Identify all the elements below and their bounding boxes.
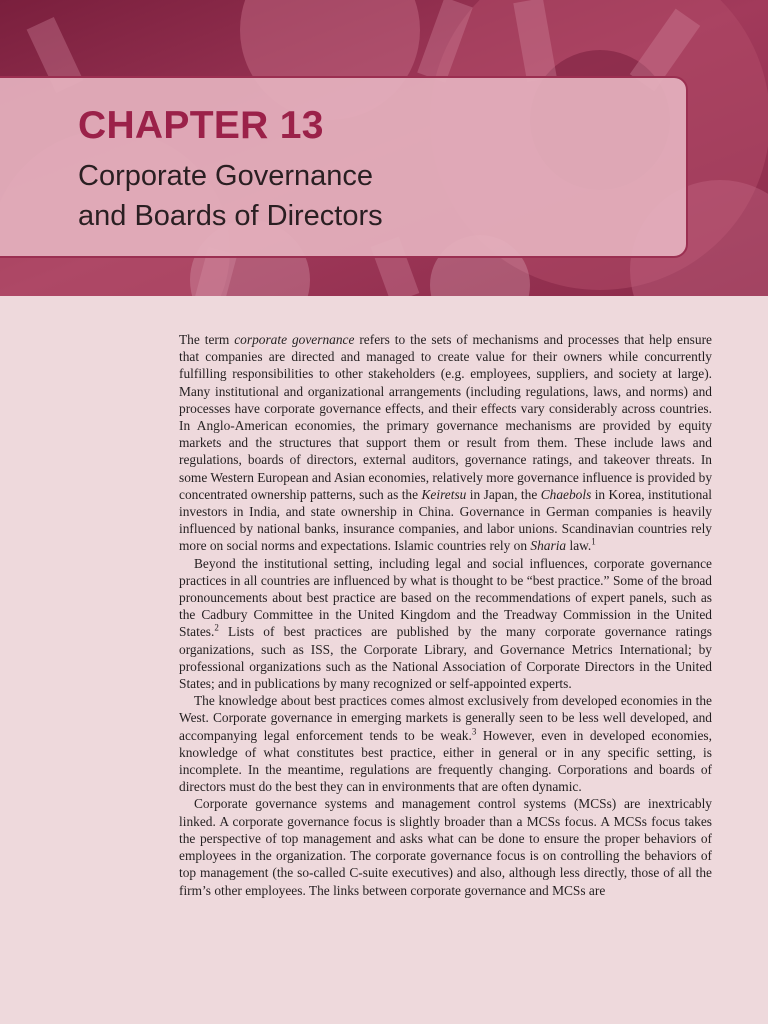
text-run: Beyond the institutional setting, including legal and social influences, corporate governance practices in all countries are influenced by what is thought to be “best practice.” Some of the broad pronouncements about best practice are based on the recommendations of expert panels, such as the Cadbury Committee in the United Kingdom and the Treadway Commission in the United States.	[179, 555, 712, 640]
footnote-ref: 1	[591, 536, 596, 547]
paragraph-1	[179, 331, 712, 555]
italic-term: Chaebols	[540, 486, 592, 502]
chapter-title-line-2: and Boards of Directors	[78, 200, 383, 232]
text-run: The term	[179, 332, 235, 347]
italic-term: Sharia	[530, 538, 567, 554]
chapter-number: CHAPTER 13	[78, 104, 324, 147]
paragraph-4	[179, 795, 712, 898]
text-run: in Korea, institutional investors in India, and state ownership in China. Governance in German companies is heavily influenced by national banks, insurance companies, and labor unions. Scandinavian countries rely more on social norms and expectations. Islamic countries rely on	[179, 486, 712, 554]
text-run: law.	[566, 538, 592, 554]
paragraph-2	[179, 555, 712, 693]
chapter-title-line-1: Corporate Governance	[78, 160, 373, 192]
italic-term: Keiretsu	[421, 486, 467, 502]
chapter-title	[78, 156, 638, 236]
text-run: Lists of best practices are published by the many corporate governance ratings organizations, such as ISS, the Corporate Library, and Governance Metrics International; by professional organizations such as the National Association of Corporate Directors in the United States; and in publications by many recognized or self-appointed experts.	[179, 624, 712, 692]
text-run: refers to the sets of mechanisms and processes that help ensure that companies are directed and managed to create value for their owners while concurrently fulfilling responsibilities to other stakeholders (e.g. employees, suppliers, and society at large). Many institutional and organizational arrangements (including regulations, laws, and norms) and processes have corporate governance effects, and their effects vary considerably across countries. In Anglo-American economies, the primary governance mechanisms are provided by equity markets and the structures that support them or result from them. These include laws and regulations, boards of directors, external auditors, governance ratings, and takeover threats. In some Western European and Asian economies, relatively more governance influence is provided by concentrated ownership patterns, such as the	[179, 332, 713, 502]
text-run: in Japan, the	[466, 486, 541, 502]
text-run: The knowledge about best practices comes almost exclusively from developed economies in the West. Corporate governance in emerging markets is generally seen to be less well developed, and accompanying legal enforcement tends to be weak.	[179, 693, 712, 743]
chapter-body-text	[179, 331, 712, 899]
italic-term: corporate governance	[234, 332, 355, 347]
paragraph-3	[179, 692, 712, 795]
text-run: However, even in developed economies, knowledge of what constitutes best practice, either in general or in any specific setting, is incomplete. In the meantime, regulations are frequently changing. Corporations and boards of directors must do the best they can in environments that are often dynamic.	[179, 727, 712, 795]
footnote-ref: 2	[214, 622, 219, 633]
footnote-ref: 3	[471, 726, 477, 737]
text-run: Corporate governance systems and management control systems (MCSs) are inextricably linked. A corporate governance focus is slightly broader than a MCSs focus. A MCSs focus takes the perspective of top management and asks what can be done to ensure the proper behaviors of employees in the organization. The corporate governance focus is on controlling the behaviors of top management (the so-called C-suite executives) and also, although less directly, those of all the firm’s other employees. The links between corporate governance and MCSs are	[179, 796, 712, 898]
